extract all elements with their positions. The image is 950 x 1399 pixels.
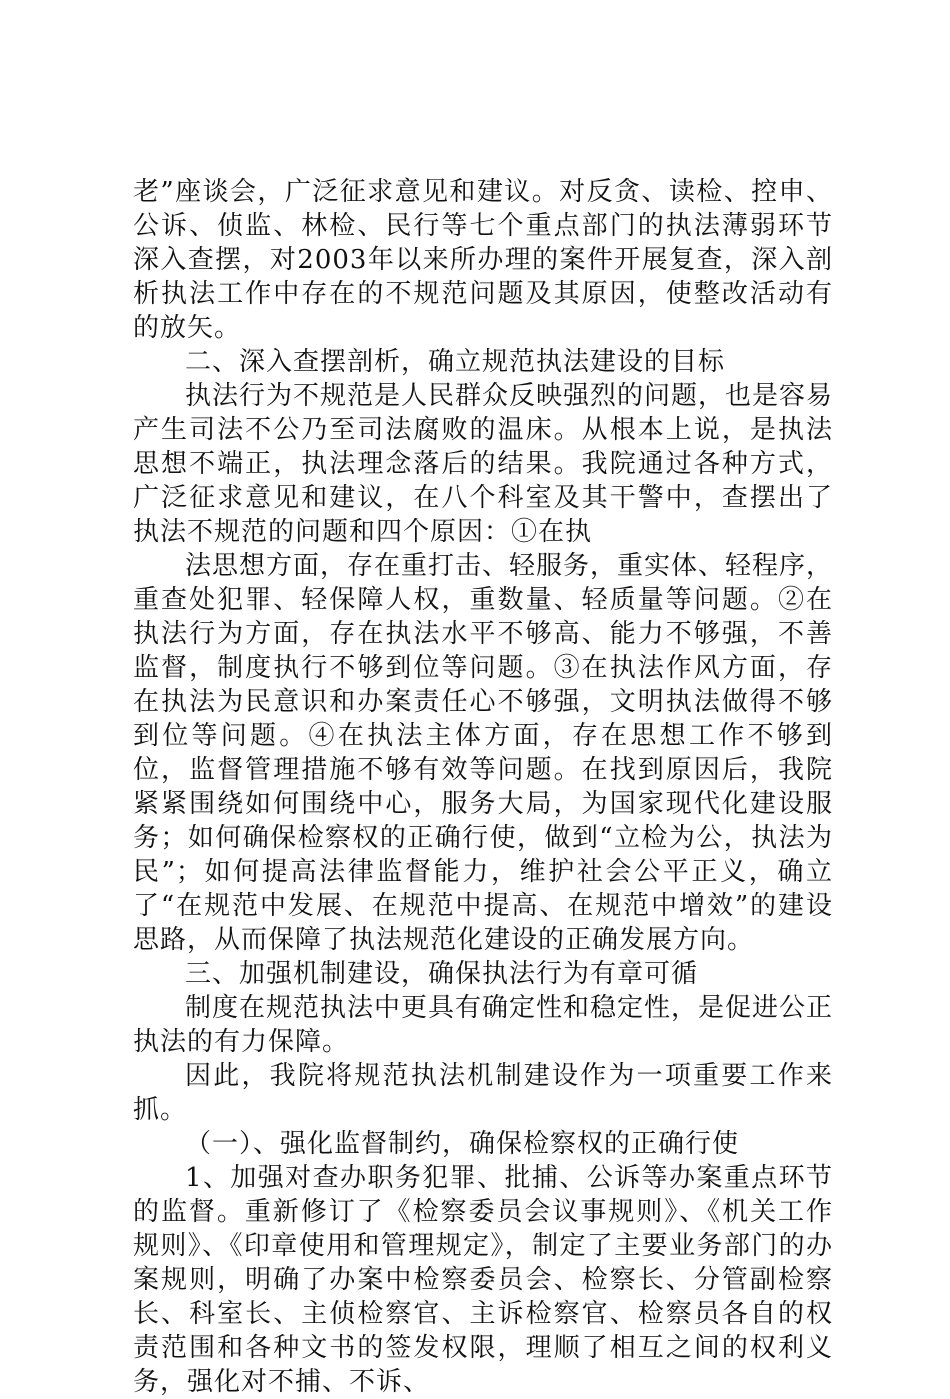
subsection-heading-1: （一）、强化监督制约，确保检察权的正确行使	[185, 1129, 740, 1159]
paragraph: 执法行为不规范是人民群众反映强烈的问题，也是容易产生司法不公乃至司法腐败的温床。从根本上说，是执法思想不端正，执法理念落后的结果。我院通过各种方式，广泛征求意见和建议，在八个科室及其干警中，查摆出了执法不规范的问题和四个原因：①在执	[133, 381, 834, 547]
document-body	[133, 175, 833, 1399]
section-heading-3: 三、加强机制建设，确保执法行为有章可循	[185, 959, 699, 989]
section-heading-2: 二、深入查摆剖析，确立规范执法建设的目标	[185, 347, 726, 377]
paragraph: 制度在规范执法中更具有确定性和稳定性，是促进公正执法的有力保障。	[133, 993, 834, 1057]
paragraph: 因此，我院将规范执法机制建设作为一项重要工作来抓。	[133, 1061, 833, 1125]
paragraph: 1、加强对查办职务犯罪、批捕、公诉等办案重点环节的监督。重新修订了《检察委员会议事规则》、《机关工作规则》、《印章使用和管理规定》，制定了主要业务部门的办案规则，明确了办案中检察委员会、检察长、分管副检察长、科室长、主侦检察官、主诉检察官、检察员各自的权责范围和各种文书的签发权限，理顺了相互之间的权利义务，强化对不捕、不诉、	[133, 1163, 833, 1397]
paragraph: 法思想方面，存在重打击、轻服务，重实体、轻程序，重查处犯罪、轻保障人权，重数量、轻质量等问题。②在执法行为方面，存在执法水平不够高、能力不够强，不善监督，制度执行不够到位等问题。③在执法作风方面，存在执法为民意识和办案责任心不够强，文明执法做得不够到位等问题。④在执法主体方面，存在思想工作不够到位，监督管理措施不够有效等问题。在找到原因后，我院紧紧围绕如何围绕中心，服务大局，为国家现代化建设服务；如何确保检察权的正确行使，做到“立检为公，执法为民”；如何提高法律监督能力，维护社会公平正义，确立了“在规范中发展、在规范中提高、在规范中增效”的建设思路，从而保障了执法规范化建设的正确发展方向。	[133, 551, 834, 955]
paragraph-continuation: 老”座谈会，广泛征求意见和建议。对反贪、读检、控申、公诉、侦监、林检、民行等七个重点部门的执法薄弱环节深入查摆，对2003年以来所办理的案件开展复查，深入剖析执法工作中存在的不规范问题及其原因，使整改活动有的放矢。	[133, 177, 833, 343]
